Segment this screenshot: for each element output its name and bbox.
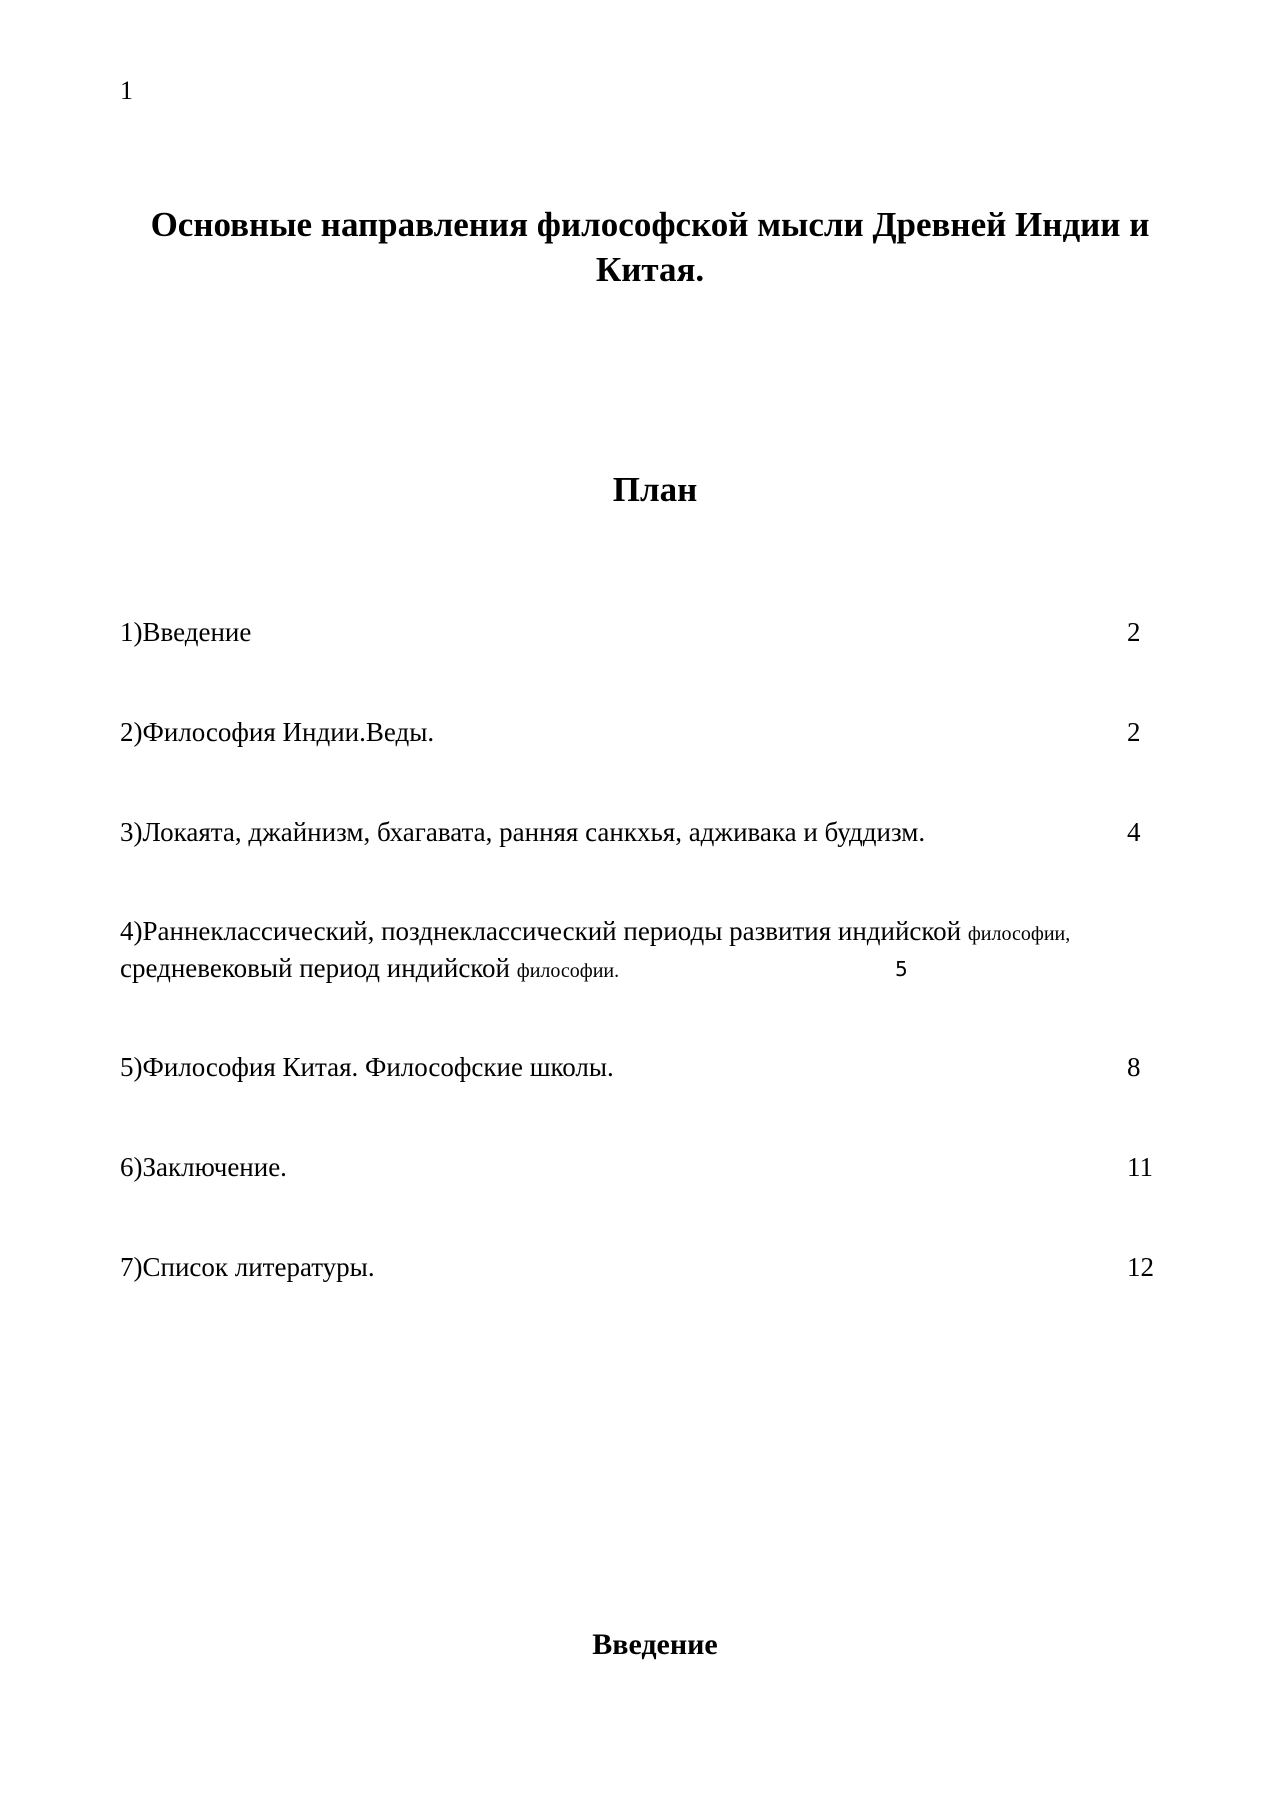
toc-item-line	[120, 951, 1180, 988]
toc-item-label: средневековый период индийской	[120, 953, 510, 983]
toc-item	[120, 815, 1180, 849]
document-title: Основные направления философской мысли Древней Индии и Китая.	[150, 205, 1150, 289]
toc-item	[120, 914, 1180, 988]
toc-item	[120, 1050, 1180, 1084]
toc-item-label-small: философии,	[967, 923, 1071, 945]
toc-item-label: 4)Раннеклассический, позднеклассический периоды развития индийской	[120, 916, 962, 946]
toc-item	[120, 715, 1180, 749]
toc-item-page: 2	[1127, 717, 1141, 747]
toc-item-label: 6)Заключение.	[120, 1152, 287, 1182]
toc-item-page: 4	[1127, 817, 1141, 847]
toc-item-label: 7)Список литературы.	[120, 1252, 375, 1282]
table-of-contents	[120, 0, 1180, 1811]
toc-item-page: 8	[1127, 1052, 1141, 1082]
toc-item-label: 2)Философия Индии.Веды.	[120, 717, 435, 747]
toc-item	[120, 1250, 1180, 1284]
toc-item-page: 11	[1127, 1152, 1153, 1182]
toc-item	[120, 1150, 1180, 1184]
toc-item-line	[120, 914, 1180, 951]
toc-item-label: 3)Локаята, джайнизм, бхагавата, ранняя санкхья, адживака и буддизм.	[120, 817, 926, 847]
page-number: 1	[120, 76, 133, 105]
toc-item-label: 5)Философия Китая. Философские школы.	[120, 1052, 614, 1082]
toc-item	[120, 615, 1180, 649]
toc-item-page: 5	[895, 957, 908, 981]
toc-item-page: 2	[1127, 617, 1141, 647]
toc-item-label: 1)Введение	[120, 617, 252, 647]
section-heading-introduction: Введение	[592, 1628, 718, 1661]
toc-item-page: 12	[1127, 1252, 1154, 1282]
plan-heading: План	[612, 470, 698, 509]
toc-item-label-small: философии.	[516, 960, 620, 982]
